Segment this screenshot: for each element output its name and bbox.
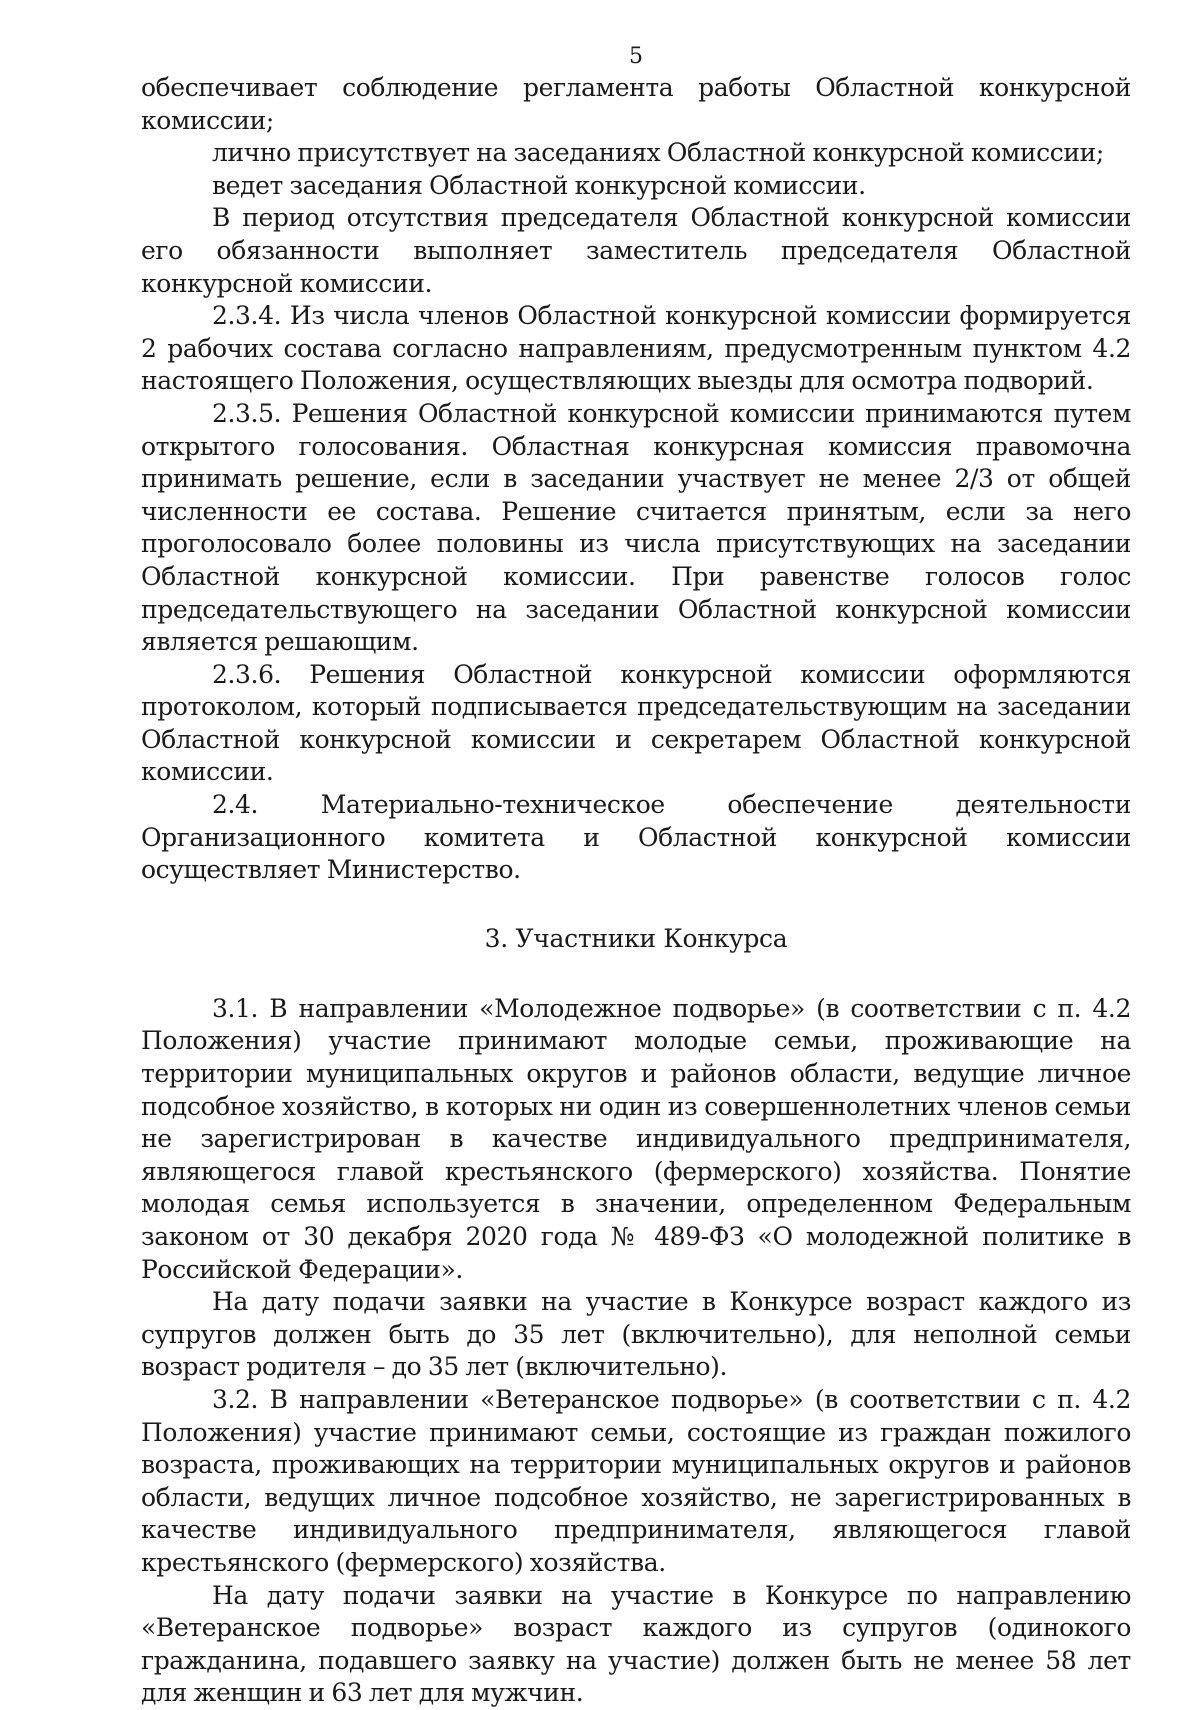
document-page	[141, 44, 1131, 1710]
paragraph-2-3-5: 2.3.5. Решения Областной конкурсной комиссии принимаются путем открытого голосования. Областная конкурсная комиссия правомочна принимать решение, если в заседании участвует не менее 2/3 от общей численности ее состава. Решение считается принятым, если за него проголосовало более половины из числа присутствующих на заседании Областной конкурсной комиссии. При равенстве голосов голос председательствующего на заседании Областной конкурсной комиссии является решающим.	[141, 398, 1131, 657]
paragraph-regulation-compliance: обеспечивает соблюдение регламента работы Областной конкурсной комиссии;	[141, 73, 1131, 135]
page-number: 5	[629, 44, 643, 69]
paragraph-3-1: 3.1. В направлении «Молодежное подворье» (в соответствии с п. 4.2 Положения) участие принимают молодые семьи, проживающие на территории муниципальных округов и районов области, ведущие личное подсобное хозяйство, в которых ни один из совершеннолетних членов семьи не зарегистрирован в качестве индивидуального предпринимателя, являющегося главой крестьянского (фермерского) хозяйства. Понятие молодая семья используется в значении, определенном Федеральным законом от 30 декабря 2020 года № 489-ФЗ «О молодежной политике в Российской Федерации».	[141, 993, 1131, 1284]
paragraph-2-3-6: 2.3.6. Решения Областной конкурсной комиссии оформляются протоколом, который подписывается председательствующим на заседании Областной конкурсной комиссии и секретарем Областной конкурсной комиссии.	[141, 659, 1131, 787]
paragraph-young-age-limit: На дату подачи заявки на участие в Конкурсе возраст каждого из супругов должен быть до 35 лет (включительно), для неполной семьи возраст родителя – до 35 лет (включительно).	[141, 1287, 1131, 1382]
paragraph-conducts-meetings: ведет заседания Областной конкурсной комиссии.	[212, 170, 866, 200]
paragraph-chairman-absence: В период отсутствия председателя Областной конкурсной комиссии его обязанности выполняет заместитель председателя Областной конкурсной комиссии.	[141, 203, 1131, 298]
paragraph-veteran-age-limit: На дату подачи заявки на участие в Конкурсе по направлению «Ветеранское подворье» возраст каждого из супругов (одинокого гражданина, подавшего заявку на участие) должен быть не менее 58 лет для женщин и 63 лет для мужчин.	[141, 1580, 1131, 1708]
section-heading-participants: 3. Участники Конкурса	[484, 923, 788, 953]
paragraph-3-2: 3.2. В направлении «Ветеранское подворье» (в соответствии с п. 4.2 Положения) участие принимают семьи, состоящие из граждан пожилого возраста, проживающих на территории муниципальных округов и районов области, ведущих личное подсобное хозяйство, не зарегистрированных в качестве индивидуального предпринимателя, являющегося главой крестьянского (фермерского) хозяйства.	[141, 1384, 1131, 1577]
paragraph-personal-attendance: лично присутствует на заседаниях Областной конкурсной комиссии;	[212, 138, 1104, 168]
paragraph-2-3-4: 2.3.4. Из числа членов Областной конкурсной комиссии формируется 2 рабочих состава согласно направлениям, предусмотренным пунктом 4.2 настоящего Положения, осуществляющих выезды для осмотра подворий.	[141, 301, 1131, 396]
paragraph-2-4: 2.4. Материально-техническое обеспечение деятельности Организационного комитета и Областной конкурсной комиссии осуществляет Министерство.	[141, 790, 1131, 885]
